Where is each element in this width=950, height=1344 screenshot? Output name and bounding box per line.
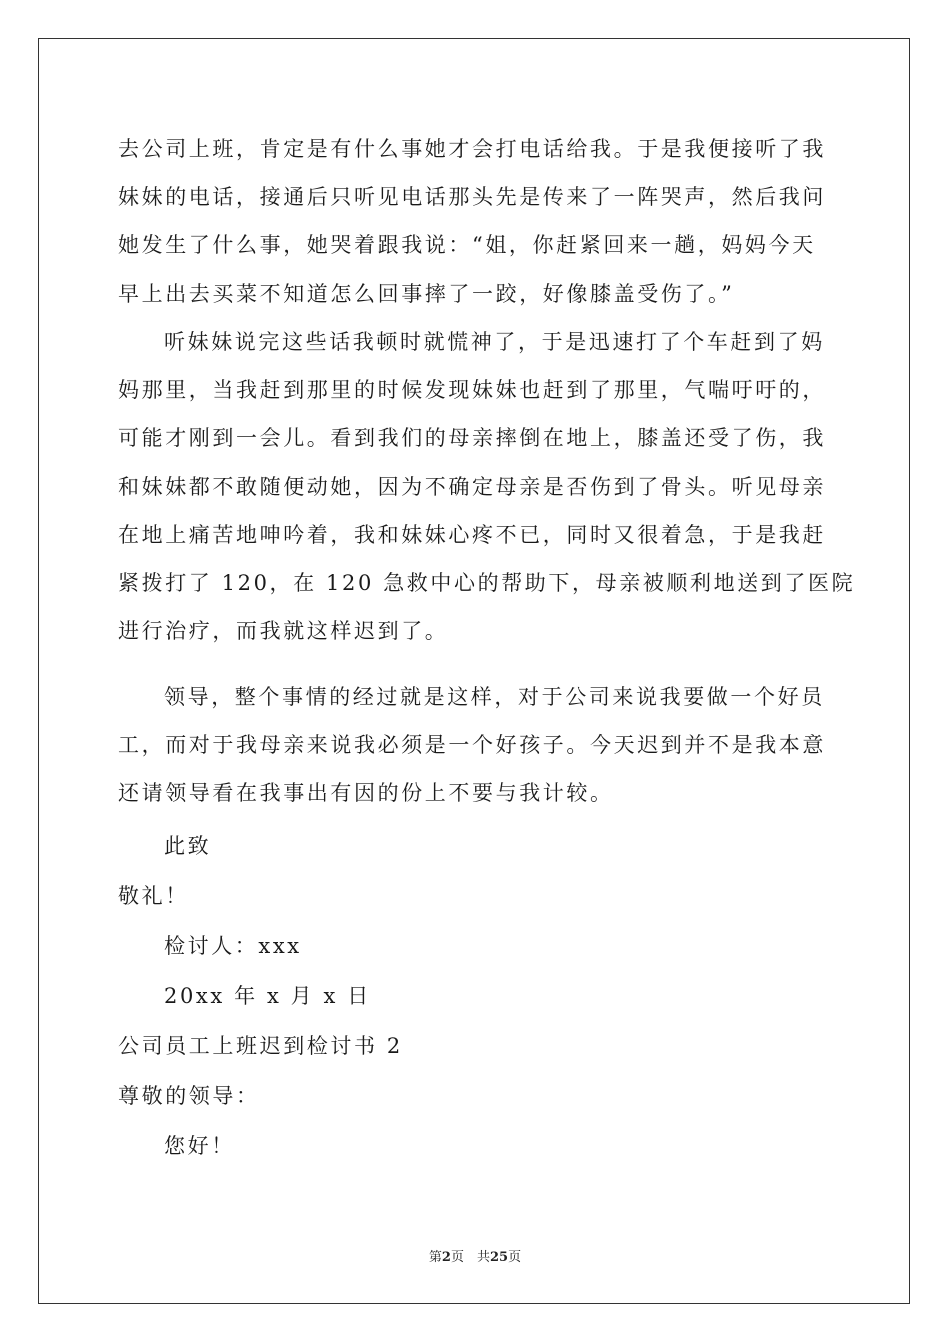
page-footer [0,1246,950,1265]
paragraph-1 [118,125,838,318]
text-line: 还请领导看在我事出有因的份上不要与我计较。 [118,781,614,806]
doc-title: 公司员工上班迟到检讨书 2 [118,1034,403,1058]
text-line: 妹妹的电话，接通后只听见电话那头先是传来了一阵哭声，然后我问 [118,185,826,210]
text-line: 早上出去买菜不知道怎么回事摔了一跤，好像膝盖受伤了。” [118,281,735,306]
text-line: 她发生了什么事，她哭着跟我说：“姐，你赶紧回来一趟，妈妈今天 [118,233,816,258]
signer: 检讨人：xxx [164,934,302,958]
text-line: 去公司上班，肯定是有什么事她才会打电话给我。于是我便接听了我 [118,137,826,161]
text-line: 妈那里，当我赶到那里的时候发现妹妹也赶到了那里，气喘吁吁的， [118,378,826,403]
text-line: 在地上痛苦地呻吟着，我和妹妹心疼不已，同时又很着急，于是我赶 [118,522,826,547]
footer-prefix: 第 [428,1250,442,1265]
paragraph-3 [118,673,838,818]
paragraph-2 [118,318,856,655]
text-line: 听妹妹说完这些话我顿时就慌神了，于是迅速打了个车赶到了妈 [164,330,825,354]
closing-cizhi: 此致 [164,834,212,858]
salutation: 尊敬的领导： [118,1084,260,1108]
footer-suffix: 页 [508,1250,522,1265]
footer-total-pages: 25 [489,1250,509,1265]
text-line: 可能才刚到一会儿。看到我们的母亲摔倒在地上，膝盖还受了伤，我 [118,426,826,451]
greeting: 您好！ [164,1134,235,1158]
footer-page-number: 2 [441,1250,451,1265]
date: 20xx 年 x 月 x 日 [164,984,371,1008]
closing-jingli: 敬礼！ [118,884,189,908]
text-line: 紧拨打了 120，在 120 急救中心的帮助下，母亲被顺利地送到了医院 [118,570,856,595]
text-line: 领导，整个事情的经过就是这样，对于公司来说我要做一个好员 [164,685,825,709]
text-line: 进行治疗，而我就这样迟到了。 [118,619,449,644]
footer-mid: 页 共 [450,1250,490,1265]
text-line: 和妹妹都不敢随便动她，因为不确定母亲是否伤到了骨头。听见母亲 [118,474,826,499]
text-line: 工，而对于我母亲来说我必须是一个好孩子。今天迟到并不是我本意 [118,733,826,758]
